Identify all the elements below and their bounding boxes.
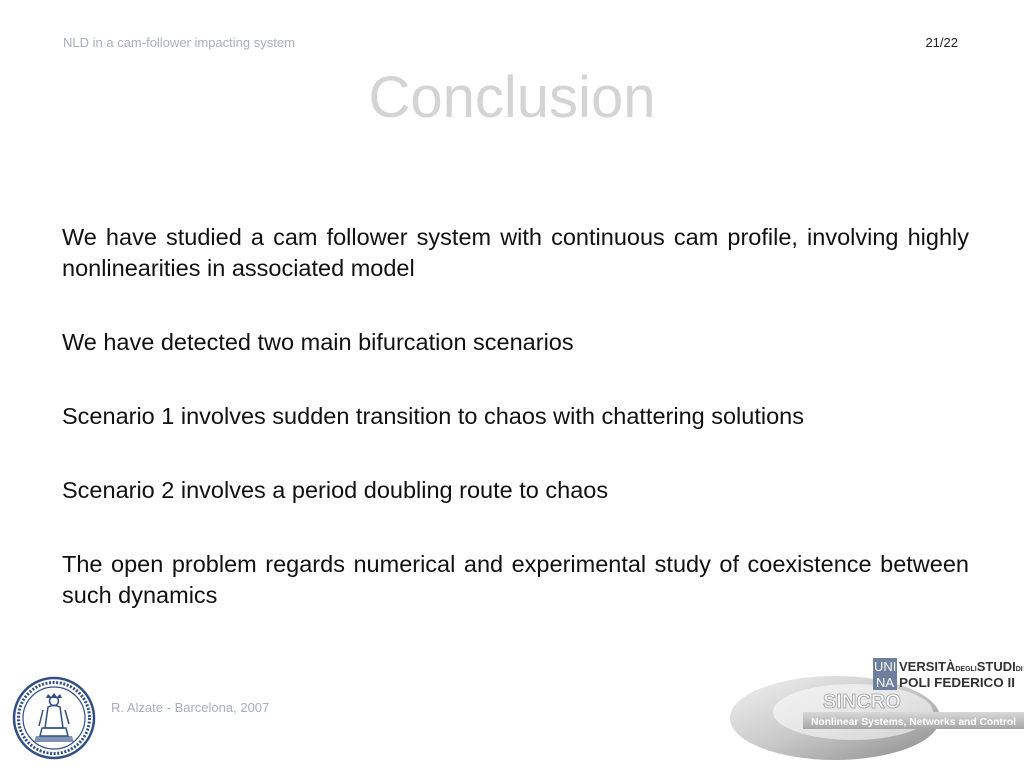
conclusion-paragraph-2: We have detected two main bifurcation scenarios — [62, 329, 574, 355]
versita-text: VERSITÀ — [899, 659, 956, 674]
footer-author: R. Alzate - Barcelona, 2007 — [111, 700, 270, 715]
di-text: DI — [1015, 666, 1023, 673]
na-text: NA — [876, 675, 895, 690]
poli-federico-text: POLI FEDERICO II — [899, 675, 1015, 690]
conclusion-paragraph-5: The open problem regards numerical and experimental study of coexistence between such dynamics — [62, 551, 969, 608]
conclusion-paragraph-1: We have studied a cam follower system with continuous cam profile, involving highly nonlinearities in associated model — [62, 224, 969, 281]
sincro-text: SINCRO — [823, 691, 901, 713]
sincro-subtitle: Nonlinear Systems, Networks and Control — [811, 717, 1017, 728]
page-number: 21/22 — [925, 35, 958, 50]
slide-title: Conclusion — [368, 65, 656, 130]
slide-content — [62, 222, 969, 654]
university-seal-icon — [12, 676, 96, 760]
unina-sincro-logo — [725, 648, 1024, 760]
degli-text: DEGLI — [955, 666, 977, 673]
svg-text:VERSITÀDEGLISTUDIDI — [899, 659, 1023, 674]
conclusion-paragraph-4: Scenario 2 involves a period doubling route to chaos — [62, 477, 609, 503]
uni-text: UNI — [874, 659, 897, 674]
running-title: NLD in a cam-follower impacting system — [63, 35, 295, 50]
conclusion-paragraph-3: Scenario 1 involves sudden transition to chaos with chattering solutions — [62, 403, 804, 429]
studi-text: STUDI — [976, 659, 1016, 674]
